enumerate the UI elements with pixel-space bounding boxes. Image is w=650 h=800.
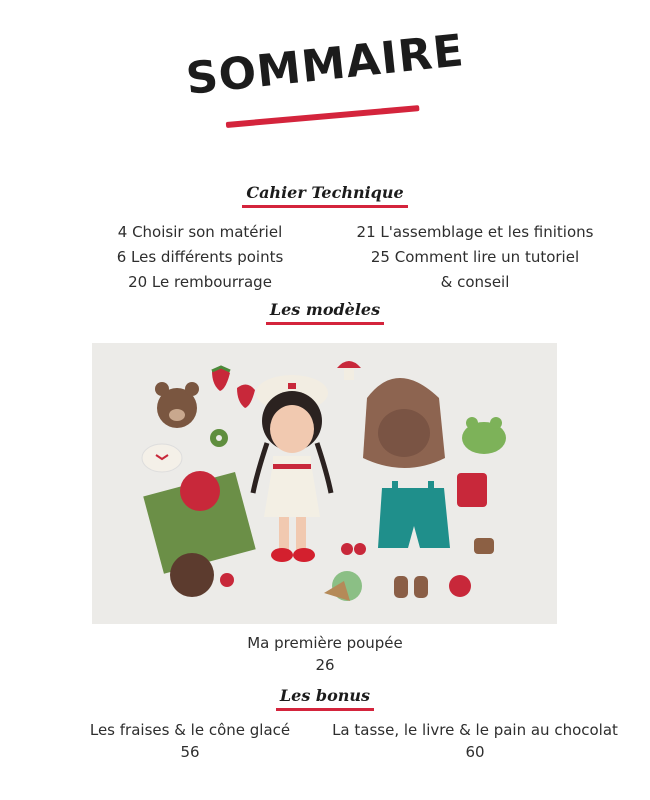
bonus-item[interactable] (70, 719, 310, 763)
model-title[interactable]: Ma première poupée (247, 634, 403, 652)
page-title: SOMMAIRE (183, 25, 467, 106)
bonus-item-label[interactable]: Les fraises & le cône glacé (89, 721, 291, 739)
section-heading-technique (0, 183, 650, 208)
toc-entry: & conseil (440, 273, 510, 291)
bonus-heading: Les bonus (276, 686, 374, 711)
models-caption (0, 632, 650, 676)
toc-entry[interactable]: 4 Choisir son matériel (117, 223, 283, 241)
bonus-item[interactable] (325, 719, 625, 763)
toc-entry[interactable]: 20 Le rembourrage (128, 273, 272, 291)
models-heading: Les modèles (266, 300, 384, 325)
toc-entry[interactable]: 25 Comment lire un tutoriel (370, 248, 580, 266)
technique-heading: Cahier Technique (242, 183, 407, 208)
toc-technique-left (100, 220, 300, 295)
crochet-doll-photo (92, 343, 557, 624)
crochet-items-illustration (92, 343, 557, 624)
model-page: 26 (315, 656, 335, 674)
page-header (0, 25, 650, 148)
title-underline (226, 105, 420, 128)
toc-technique-right (345, 220, 605, 295)
bonus-item-label[interactable]: La tasse, le livre & le pain au chocolat (332, 721, 618, 739)
toc-entry[interactable]: 6 Les différents points (116, 248, 284, 266)
section-heading-models (0, 300, 650, 325)
bonus-item-page: 60 (465, 743, 485, 761)
section-heading-bonus (0, 686, 650, 711)
toc-entry[interactable]: 21 L'assemblage et les finitions (356, 223, 594, 241)
bonus-item-page: 56 (180, 743, 200, 761)
